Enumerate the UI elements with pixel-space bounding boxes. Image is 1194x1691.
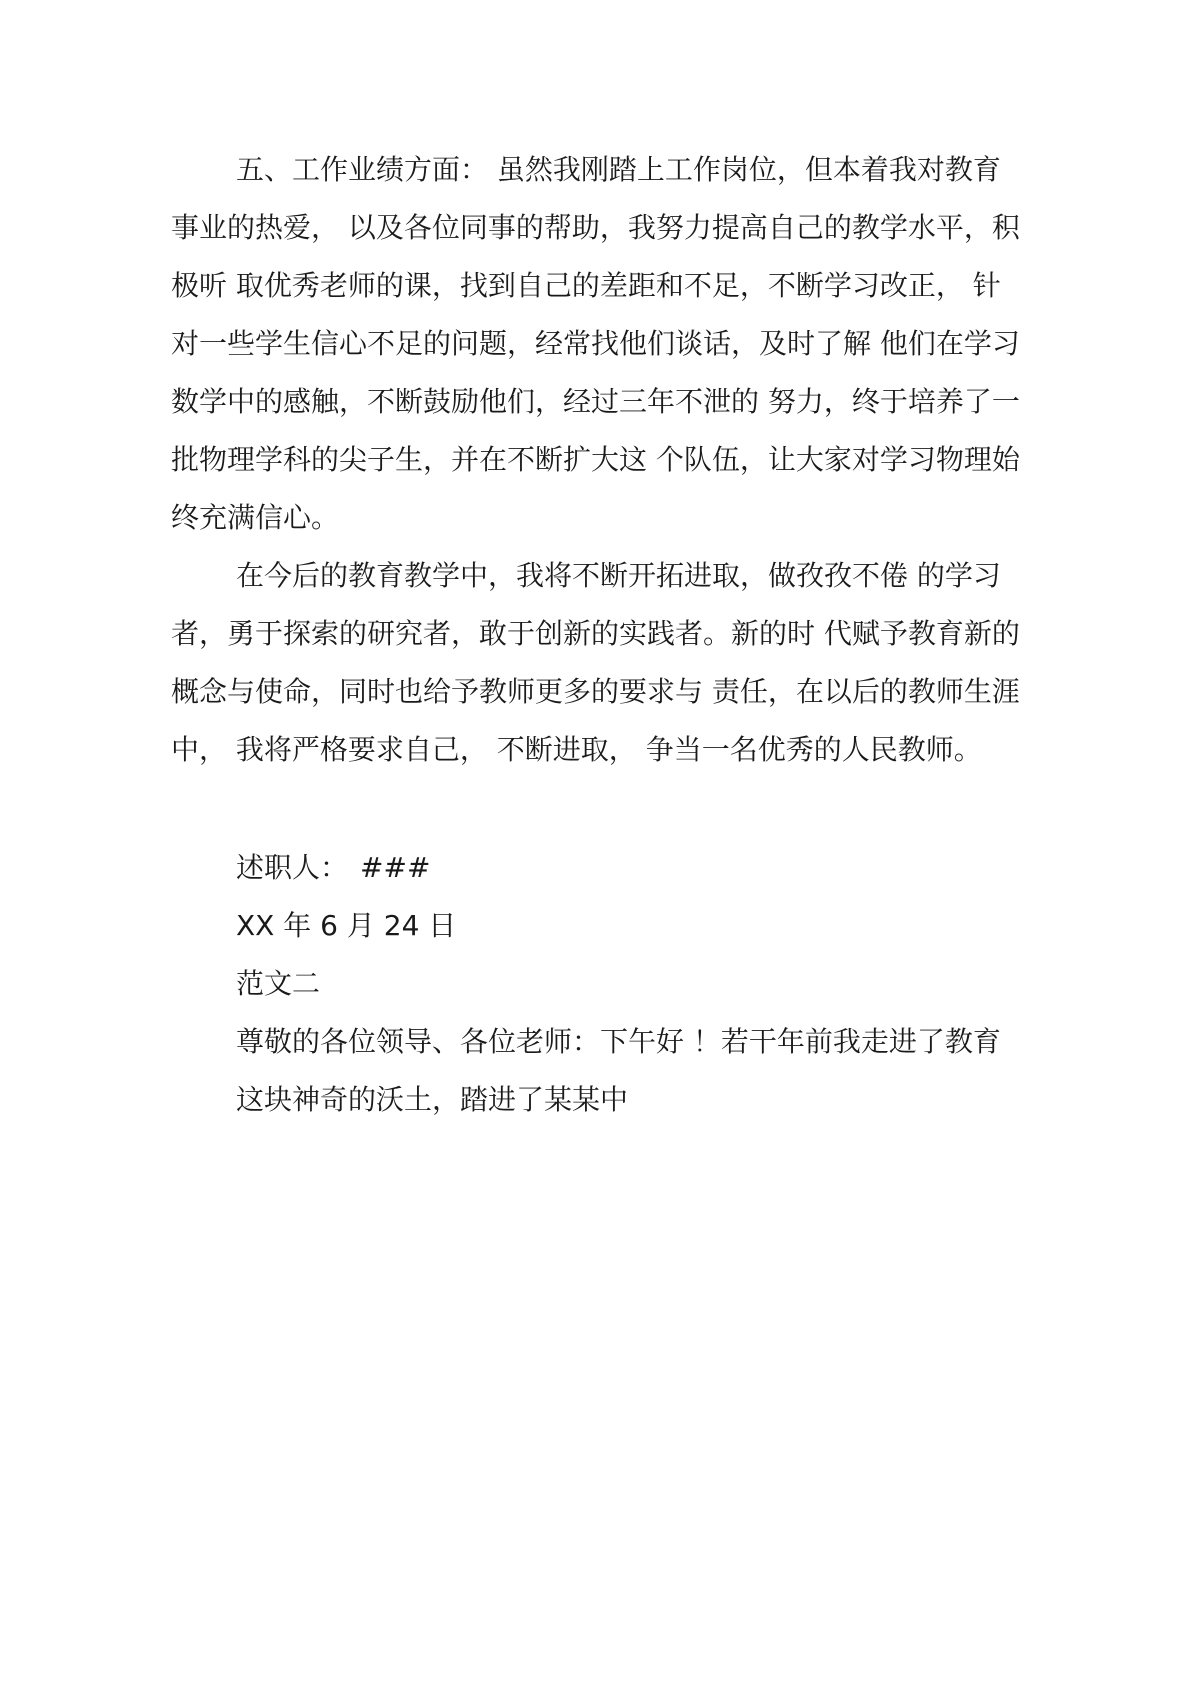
paragraph-line: 这块神奇的沃土，踏进了某某中 [236,1083,629,1116]
paragraph-line: 中， 我将严格要求自己， 不断进取， 争当一名优秀的人民教师。 [171,733,982,766]
paragraph-line: 在今后的教育教学中，我将不断开拓进取，做孜孜不倦 的学习 [236,559,1001,592]
paragraph-line: 数学中的感触，不断鼓励他们，经过三年不泄的 努力，终于培养了一 [171,385,1020,418]
paragraph-line: 五、工作业绩方面： 虽然我刚踏上工作岗位，但本着我对教育 [236,153,1001,186]
paragraph-line: 者，勇于探索的研究者，敢于创新的实践者。新的时 代赋予教育新的 [171,617,1020,650]
paragraph-line: 对一些学生信心不足的问题，经常找他们谈话，及时了解 他们在学习 [171,327,1020,360]
date-line: XX 年 6 月 24 日 [236,909,457,942]
signature-name: ### [360,851,431,884]
signature-line [236,848,1086,888]
paragraph-line: 极听 取优秀老师的课，找到自己的差距和不足，不断学习改正， 针 [171,269,1001,302]
paragraph-line: 批物理学科的尖子生，并在不断扩大这 个队伍，让大家对学习物理始 [171,443,1020,476]
signature-label: 述职人： [236,851,349,884]
section-title: 范文二 [236,967,321,1000]
paragraph-line: 概念与使命，同时也给予教师更多的要求与 责任，在以后的教师生涯 [171,675,1020,708]
paragraph-line: 终充满信心。 [171,501,340,534]
paragraph-line: 事业的热爱， 以及各位同事的帮助，我努力提高自己的教学水平，积 [171,211,1020,244]
paragraph-line: 尊敬的各位领导、各位老师：下午好 ！若干年前我走进了教育 [236,1025,1001,1058]
